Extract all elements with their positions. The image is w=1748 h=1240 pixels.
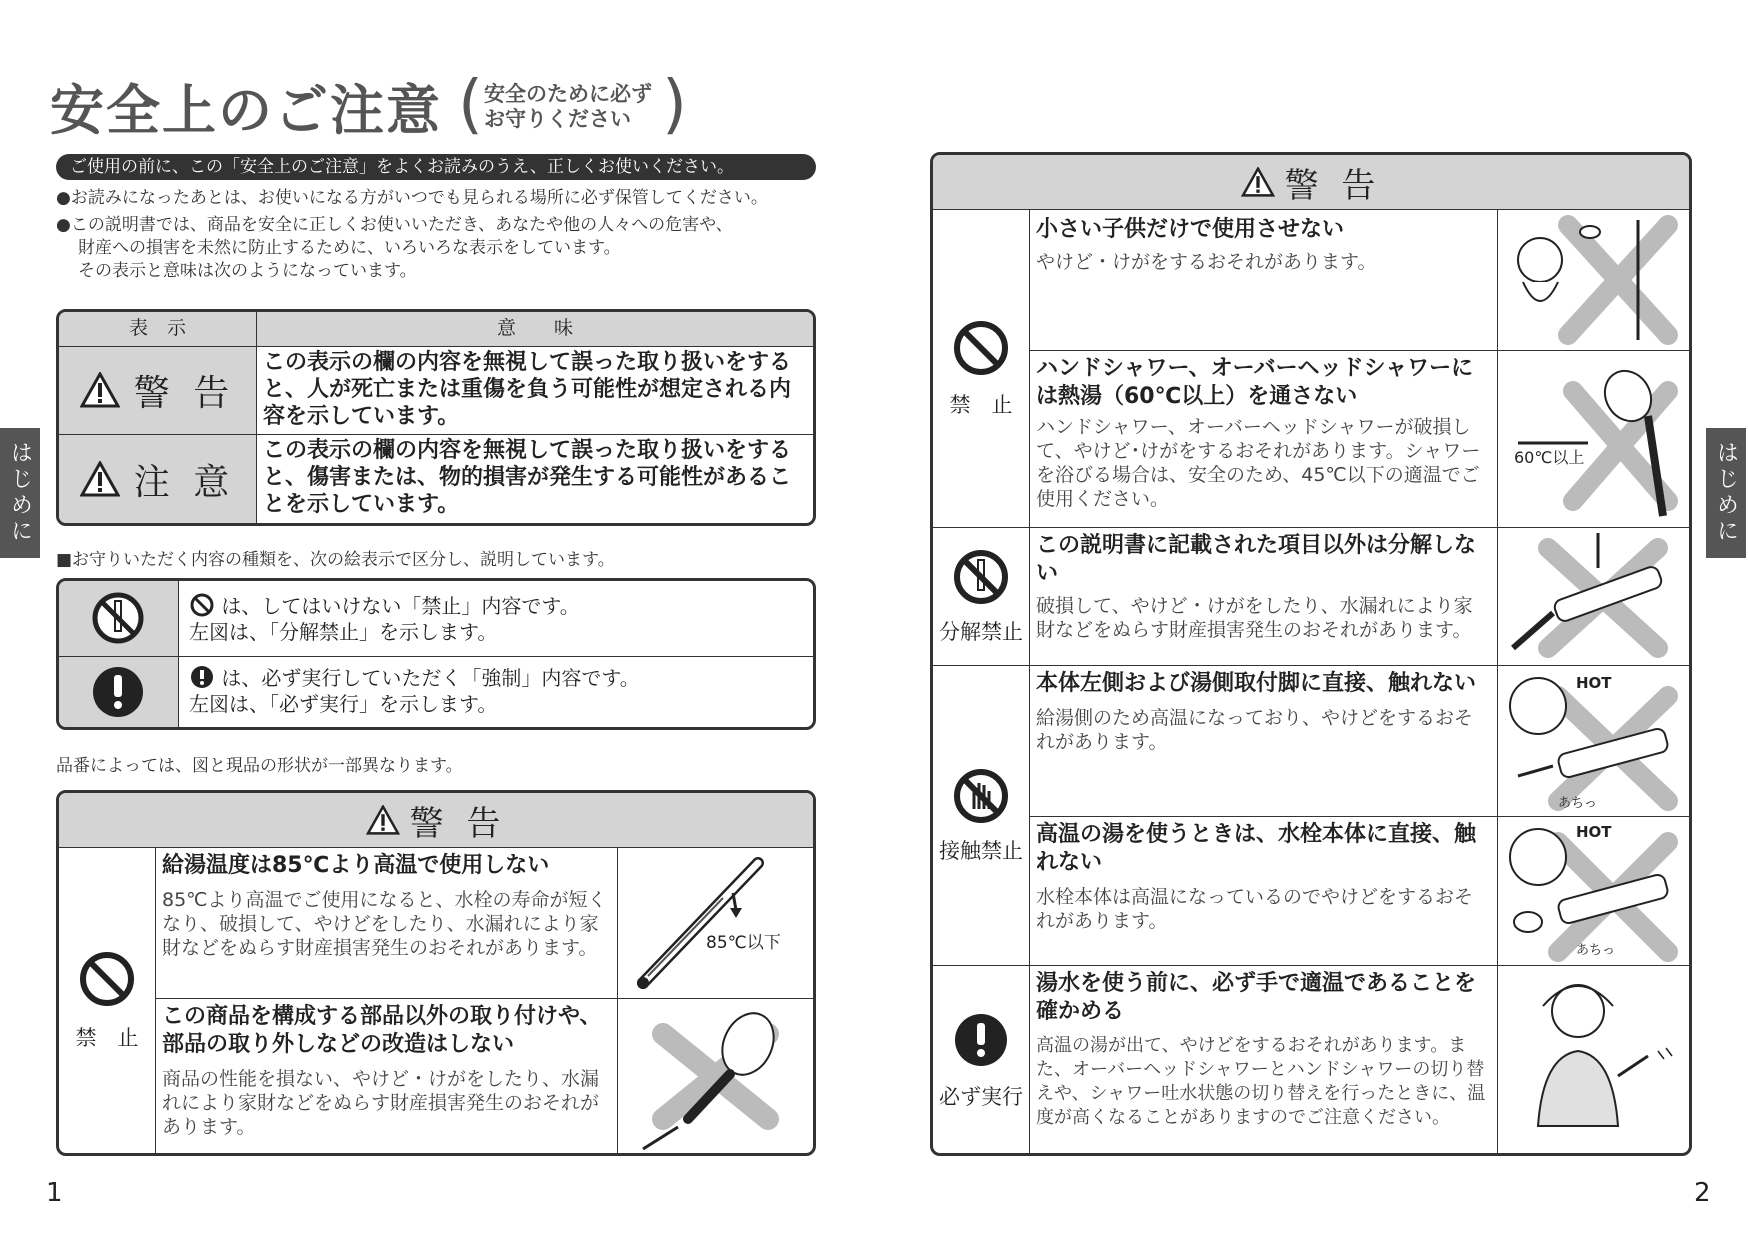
symbol-prohibit-desc xyxy=(179,581,814,656)
hot-faucet-picture-1 xyxy=(1497,666,1689,816)
legend-row-caution-label xyxy=(59,435,257,523)
left-warning-item-2 xyxy=(156,999,813,1155)
intro-bullet-2-line3: その表示と意味は次のようになっています。 xyxy=(78,261,417,281)
shower-modification-picture xyxy=(617,999,813,1155)
right-category-disassembly-label: 分解禁止 xyxy=(939,619,1023,644)
right-warning-header xyxy=(933,155,1689,210)
right-item-hot-text: ハンドシャワー、オーバーヘッドシャワーが破損して、やけど･けがをするおそれがあります。シャワーを浴びる場合は、安全のため、45℃以下の適温でご使用ください。 xyxy=(1036,416,1481,510)
left-item-1-text: 85℃より高温でご使用になると、水栓の寿命が短くなり、破損して、やけどをしたり、水漏れにより家財などをぬらす財産損害発生のおそれがあります。 xyxy=(162,889,607,959)
intro-banner: ご使用の前に、この「安全上のご注意」をよくお読みのうえ、正しくお使いください。 xyxy=(56,154,816,180)
right-warning-title: 警 告 xyxy=(1284,165,1382,206)
faucet-crossed-icon xyxy=(1498,528,1689,665)
no-disassembly-icon xyxy=(60,589,177,647)
right-item-children-heading: 小さい子供だけで使用させない xyxy=(1036,217,1345,242)
legend-caution-text: 注 意 xyxy=(133,461,236,503)
right-group-disassembly xyxy=(933,528,1689,666)
right-category-disassembly xyxy=(933,528,1030,665)
right-item-hot-body-heading: 本体左側および湯側取付脚に直接、触れない xyxy=(1036,671,1477,696)
hot-label-1: HOT xyxy=(1576,674,1612,692)
subtitle-line2: お守りください xyxy=(484,107,631,131)
symbol-prohibit-line2: 左図は、「分解禁止」を示します。 xyxy=(189,620,498,644)
symbol-mandatory-cell xyxy=(59,656,179,727)
legend-row-warning-meaning: この表示の欄の内容を無視して誤った取り扱いをすると、人が死亡または重傷を負う可能性が想定される内容を示しています。 xyxy=(257,346,814,435)
side-tab-right: はじめに xyxy=(1706,428,1746,558)
caution-triangle-icon xyxy=(366,805,400,835)
left-warning-box xyxy=(56,790,816,1156)
right-item-hot-use-text: 水栓本体は高温になっているのでやけどをするおそれがあります。 xyxy=(1036,886,1474,932)
intro-bullet-1: ●お読みになったあとは、お使いになる方がいつでも見られる場所に必ず保管してください。 xyxy=(56,188,768,208)
right-item-check-heading: 湯水を使う前に、必ず手で適温であることを確かめる xyxy=(1036,971,1477,1024)
side-tab-left: はじめに xyxy=(0,428,40,558)
exclamation-icon xyxy=(189,665,215,689)
right-item-check-text: 高温の湯が出て、やけどをするおそれがあります。また、オーバーヘッドシャワーとハンドシャワーの切り替えや、シャワー吐水状態の切り替えを行ったときに、温度が高くなることがありますのでご注意ください。 xyxy=(1036,1035,1486,1128)
symbol-prohibit-cell xyxy=(59,581,179,656)
legend-row-caution-meaning: この表示の欄の内容を無視して誤った取り扱いをすると、傷害または、物的損害が発生する可能性があることを示しています。 xyxy=(257,435,814,523)
hot-faucet-picture-2 xyxy=(1497,817,1689,966)
right-item-hot-body xyxy=(1030,666,1689,817)
ouch-label-2: あちっ xyxy=(1576,943,1616,958)
intro-bullet-2-line1: ●この説明書では、商品を安全に正しくお使いいただき、あなたや他の人々への危害や、 xyxy=(56,215,733,235)
subtitle-line1: 安全のために必ず xyxy=(484,82,652,106)
caution-triangle-icon xyxy=(80,461,120,497)
left-warning-title: 警 告 xyxy=(409,803,507,844)
legend-table xyxy=(56,309,816,526)
symbol-mandatory-desc xyxy=(179,656,814,727)
ouch-label-1: あちっ xyxy=(1558,796,1598,811)
faucet-disassembly-picture xyxy=(1497,528,1689,665)
legend-warning-text: 警 告 xyxy=(133,372,236,414)
page-number-right: 2 xyxy=(1694,1178,1711,1208)
right-item-disassembly-heading: この説明書に記載された項目以外は分解しない xyxy=(1036,533,1477,586)
child-shower-picture xyxy=(1497,210,1689,350)
symbol-mandatory-line1: は、必ず実行していただく「強制」内容です。 xyxy=(221,665,640,690)
right-category-prohibit xyxy=(933,210,1030,527)
right-item-hot-body-text: 給湯側のため高温になっており、やけどをするおそれがあります。 xyxy=(1036,707,1474,753)
symbol-mandatory-line2: 左図は、「必ず実行」を示します。 xyxy=(189,691,498,716)
hot-shower-picture xyxy=(1497,351,1689,527)
right-category-mandatory-label: 必ず実行 xyxy=(939,1085,1023,1109)
page-subtitle xyxy=(484,82,652,132)
right-category-no-touch xyxy=(933,666,1030,965)
intro-bullet-2 xyxy=(56,214,733,283)
no-touch-icon xyxy=(952,767,1010,825)
mandatory-icon xyxy=(60,663,177,721)
right-group-mandatory xyxy=(933,966,1689,1156)
right-category-mandatory xyxy=(933,966,1030,1156)
right-category-no-touch-label: 接触禁止 xyxy=(939,838,1023,863)
caution-triangle-icon xyxy=(80,372,120,408)
thermometer-icon xyxy=(618,848,813,998)
hot-label-2: HOT xyxy=(1576,823,1612,841)
right-group-no-touch xyxy=(933,666,1689,966)
right-item-hot-use xyxy=(1030,817,1689,966)
right-item-children xyxy=(1030,210,1689,351)
legend-col-display: 表 示 xyxy=(59,312,257,346)
right-item-hot-use-heading: 高温の湯を使うときは、水栓本体に直接、触れない xyxy=(1036,822,1477,875)
right-item-hot-water-shower xyxy=(1030,351,1689,527)
symbol-prohibit-line1: は、してはいけない「禁止」内容です。 xyxy=(221,594,580,618)
left-category-label: 禁 止 xyxy=(75,1026,139,1050)
caution-triangle-icon xyxy=(1241,167,1275,197)
no-disassembly-icon xyxy=(952,548,1010,606)
right-item-disassembly xyxy=(1030,528,1689,665)
symbols-table xyxy=(56,578,816,730)
thermometer-label: 85℃以下 xyxy=(706,933,781,953)
shower-crossed-icon xyxy=(1498,351,1689,527)
right-item-hot-heading: ハンドシャワー、オーバーヘッドシャワーには熱湯（60℃以上）を通さない xyxy=(1036,356,1474,409)
right-group-prohibit xyxy=(933,210,1689,528)
page-title: 安全上のご注意 xyxy=(50,79,442,142)
legend-row-warning-label xyxy=(59,346,257,435)
prohibit-icon xyxy=(952,319,1010,377)
left-item-2-text: 商品の性能を損ない、やけど・けがをしたり、水漏れにより家財などをぬらす財産損害発生のおそれがあります。 xyxy=(162,1068,600,1138)
hot-shower-label: 60℃以上 xyxy=(1514,448,1585,467)
right-item-children-text: やけど・けがをするおそれがあります。 xyxy=(1036,251,1377,273)
paren-close: ) xyxy=(662,68,687,142)
prohibit-icon xyxy=(78,950,136,1008)
mandatory-icon xyxy=(952,1011,1010,1069)
right-category-prohibit-label: 禁 止 xyxy=(949,392,1013,417)
intro-bullet-2-line2: 財産への損害を未然に防止するために、いろいろな表示をしています。 xyxy=(78,238,621,258)
right-warning-box xyxy=(930,152,1692,1156)
person-checking-picture xyxy=(1497,966,1689,1156)
left-item-2-heading: この商品を構成する部品以外の取り付けや、部品の取り外しなどの改造はしない xyxy=(162,1004,602,1057)
thermometer-picture xyxy=(617,848,813,998)
right-item-check-temperature xyxy=(1030,966,1689,1156)
prohibit-icon xyxy=(189,593,215,617)
paren-open: ( xyxy=(458,68,483,142)
shape-note: 品番によっては、図と現品の形状が一部異なります。 xyxy=(56,756,463,776)
left-warning-item-1 xyxy=(156,848,813,999)
right-item-disassembly-text: 破損して、やけど・けがをしたり、水漏れにより家財などをぬらす財産損害発生のおそれがあります。 xyxy=(1036,595,1473,641)
legend-col-meaning: 意 味 xyxy=(257,312,814,346)
left-warning-header xyxy=(59,793,813,848)
page-number-left: 1 xyxy=(46,1178,63,1208)
symbols-note: ■お守りいただく内容の種類を、次の絵表示で区分し、説明しています。 xyxy=(56,550,615,570)
person-hand-check-icon xyxy=(1498,966,1689,1156)
child-crossed-icon xyxy=(1498,210,1689,350)
left-item-1-heading: 給湯温度は85℃より高温で使用しない xyxy=(162,853,550,878)
shower-head-crossed-icon xyxy=(618,999,813,1155)
left-category-prohibit xyxy=(59,848,156,1154)
